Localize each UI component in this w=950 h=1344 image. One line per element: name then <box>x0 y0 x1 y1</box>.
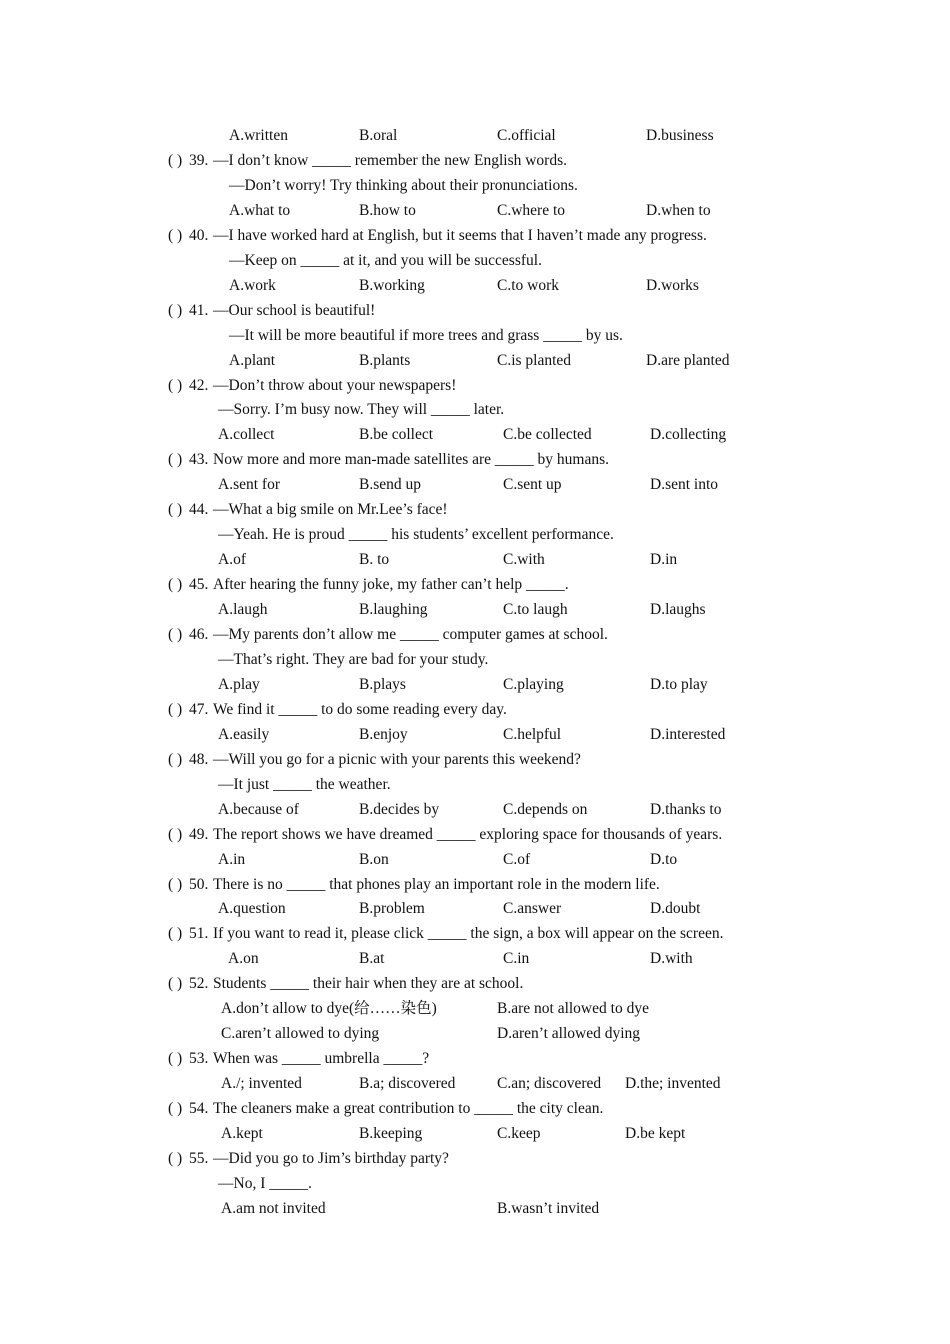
question-text: —Our school is beautiful! <box>213 301 376 319</box>
option-b: B.send up <box>359 476 421 494</box>
question-text: —No, I _____. <box>218 1174 312 1192</box>
option-d: D.in <box>650 551 678 569</box>
option-d: D.works <box>646 276 699 294</box>
answer-paren: ( ) <box>168 501 183 519</box>
question-number: 41. <box>189 301 209 319</box>
option-b: B.decides by <box>359 800 440 818</box>
question-number: 44. <box>189 501 209 519</box>
option-a: A.sent for <box>218 476 280 494</box>
option-d: D.collecting <box>650 426 727 444</box>
question-text: —Sorry. I’m busy now. They will _____ later. <box>218 401 505 419</box>
answer-paren: ( ) <box>168 576 183 594</box>
option-d: D.the; invented <box>625 1075 721 1093</box>
option-a: A.kept <box>221 1125 263 1142</box>
question-text: We find it _____ to do some reading every day. <box>213 700 507 718</box>
option-c: C.an; discovered <box>497 1075 602 1093</box>
answer-paren: ( ) <box>168 825 183 843</box>
option-c: C.depends on <box>503 800 588 818</box>
question-text: —It just _____ the weather. <box>218 775 391 793</box>
question-text: —It will be more beautiful if more trees and grass _____ by us. <box>229 326 623 344</box>
question-number: 51. <box>189 925 209 943</box>
option-a: A.in <box>218 850 246 868</box>
option-d: D.when to <box>646 201 711 219</box>
option-b: B.plays <box>359 675 406 693</box>
answer-paren: ( ) <box>168 226 183 244</box>
question-number: 50. <box>189 875 209 893</box>
option-c: C.keep <box>497 1125 541 1142</box>
question-text: —My parents don’t allow me _____ computer games at school. <box>213 626 608 643</box>
question-text: The cleaners make a great contribution to _____ the city clean. <box>213 1100 604 1118</box>
question-number: 42. <box>189 376 209 394</box>
option-c: C.is planted <box>497 351 572 369</box>
option-b: B.a; discovered <box>359 1075 456 1093</box>
question-number: 54. <box>189 1100 209 1118</box>
question-text: If you want to read it, please click _____ the sign, a box will appear on the screen. <box>213 925 724 943</box>
question-number: 40. <box>189 226 209 244</box>
question-number: 46. <box>189 626 209 643</box>
option-c: C.with <box>503 551 545 569</box>
option-d: D.laughs <box>650 601 706 619</box>
question-text: —Did you go to Jim’s birthday party? <box>213 1149 449 1167</box>
option-d: D.aren’t allowed dying <box>497 1025 641 1043</box>
question-number: 47. <box>189 700 209 718</box>
option-b: B.keeping <box>359 1125 423 1142</box>
answer-paren: ( ) <box>168 301 183 319</box>
answer-paren: ( ) <box>168 1100 183 1118</box>
question-text: —Keep on _____ at it, and you will be successful. <box>229 251 542 269</box>
option-a: A.question <box>218 900 286 918</box>
option-d: D.are planted <box>646 351 730 369</box>
option-c: C.aren’t allowed to dying <box>221 1025 380 1043</box>
option-d: D.interested <box>650 725 726 743</box>
answer-paren: ( ) <box>168 975 183 993</box>
answer-paren: ( ) <box>168 925 183 943</box>
option-d: D.to <box>650 850 678 868</box>
option-c: C.answer <box>503 900 562 918</box>
option-a: A.plant <box>229 351 276 369</box>
question-number: 55. <box>189 1149 209 1167</box>
question-text: —I have worked hard at English, but it seems that I haven’t made any progress. <box>213 226 707 244</box>
option-b: B. to <box>359 551 390 569</box>
option-a: A.on <box>228 950 259 968</box>
option-c: C.official <box>497 127 556 144</box>
option-a: A.play <box>218 675 260 693</box>
option-d: D.to play <box>650 675 708 693</box>
option-b: B.wasn’t invited <box>497 1199 600 1217</box>
question-text: Students _____ their hair when they are at school. <box>213 975 524 993</box>
question-text: After hearing the funny joke, my father can’t help _____. <box>213 576 569 594</box>
question-number: 43. <box>189 451 209 469</box>
option-d: D.with <box>650 950 693 968</box>
answer-paren: ( ) <box>168 376 183 394</box>
option-c: C.in <box>503 950 530 968</box>
answer-paren: ( ) <box>168 1149 183 1167</box>
option-b: B.be collect <box>359 426 434 444</box>
question-number: 48. <box>189 750 209 768</box>
option-b: B.at <box>359 950 385 968</box>
option-b: B.working <box>359 276 425 294</box>
option-a: A.because of <box>218 800 299 818</box>
option-b: B.are not allowed to dye <box>497 1000 649 1018</box>
option-b: B.oral <box>359 127 398 144</box>
option-a: A.of <box>218 551 246 569</box>
option-c: C.sent up <box>503 476 562 494</box>
option-a: A.what to <box>229 201 291 219</box>
option-d: D.doubt <box>650 900 701 918</box>
answer-paren: ( ) <box>168 151 183 169</box>
option-c: C.playing <box>503 675 564 693</box>
question-text: The report shows we have dreamed _____ exploring space for thousands of years. <box>213 825 723 843</box>
question-text: —Will you go for a picnic with your parents this weekend? <box>213 750 581 768</box>
option-b: B.problem <box>359 900 425 918</box>
answer-paren: ( ) <box>168 700 183 718</box>
answer-paren: ( ) <box>168 750 183 768</box>
option-a: A./; invented <box>221 1075 302 1093</box>
option-d: D.sent into <box>650 476 719 494</box>
option-a: A.easily <box>218 725 270 743</box>
question-number: 53. <box>189 1050 209 1068</box>
option-b: B.enjoy <box>359 725 408 743</box>
answer-paren: ( ) <box>168 451 183 469</box>
option-c: C.where to <box>497 201 566 219</box>
answer-paren: ( ) <box>168 626 183 643</box>
question-text: When was _____ umbrella _____? <box>213 1050 430 1068</box>
option-a: A.collect <box>218 426 275 444</box>
option-c: C.be collected <box>503 426 592 444</box>
option-a: A.don’t allow to dye(给……染色) <box>221 1000 437 1018</box>
option-d: D.thanks to <box>650 800 722 818</box>
option-a: A.written <box>229 127 288 144</box>
answer-paren: ( ) <box>168 1050 183 1068</box>
question-text: —Don’t worry! Try thinking about their pronunciations. <box>229 176 578 194</box>
question-number: 52. <box>189 975 209 993</box>
answer-paren: ( ) <box>168 875 183 893</box>
option-a: A.work <box>229 276 276 294</box>
question-text: —That’s right. They are bad for your study. <box>218 650 489 668</box>
question-text: —Yeah. He is proud _____ his students’ excellent performance. <box>218 526 614 544</box>
option-b: B.plants <box>359 351 411 369</box>
question-text: Now more and more man-made satellites are _____ by humans. <box>213 451 609 469</box>
option-c: C.of <box>503 850 531 868</box>
option-c: C.helpful <box>503 725 562 743</box>
option-b: B.how to <box>359 201 416 219</box>
option-b: B.on <box>359 850 389 868</box>
question-number: 49. <box>189 825 209 843</box>
option-c: C.to laugh <box>503 601 568 619</box>
question-number: 39. <box>189 151 209 169</box>
option-a: A.laugh <box>218 601 268 619</box>
question-number: 45. <box>189 576 209 594</box>
question-text: —What a big smile on Mr.Lee’s face! <box>213 501 448 519</box>
option-d: D.business <box>646 127 714 144</box>
option-d: D.be kept <box>625 1125 686 1142</box>
option-c: C.to work <box>497 276 559 294</box>
question-text: —Don’t throw about your newspapers! <box>213 376 457 394</box>
option-a: A.am not invited <box>221 1199 326 1217</box>
question-text: —I don’t know _____ remember the new English words. <box>213 151 568 169</box>
question-text: There is no _____ that phones play an important role in the modern life. <box>213 875 660 893</box>
option-b: B.laughing <box>359 601 428 619</box>
